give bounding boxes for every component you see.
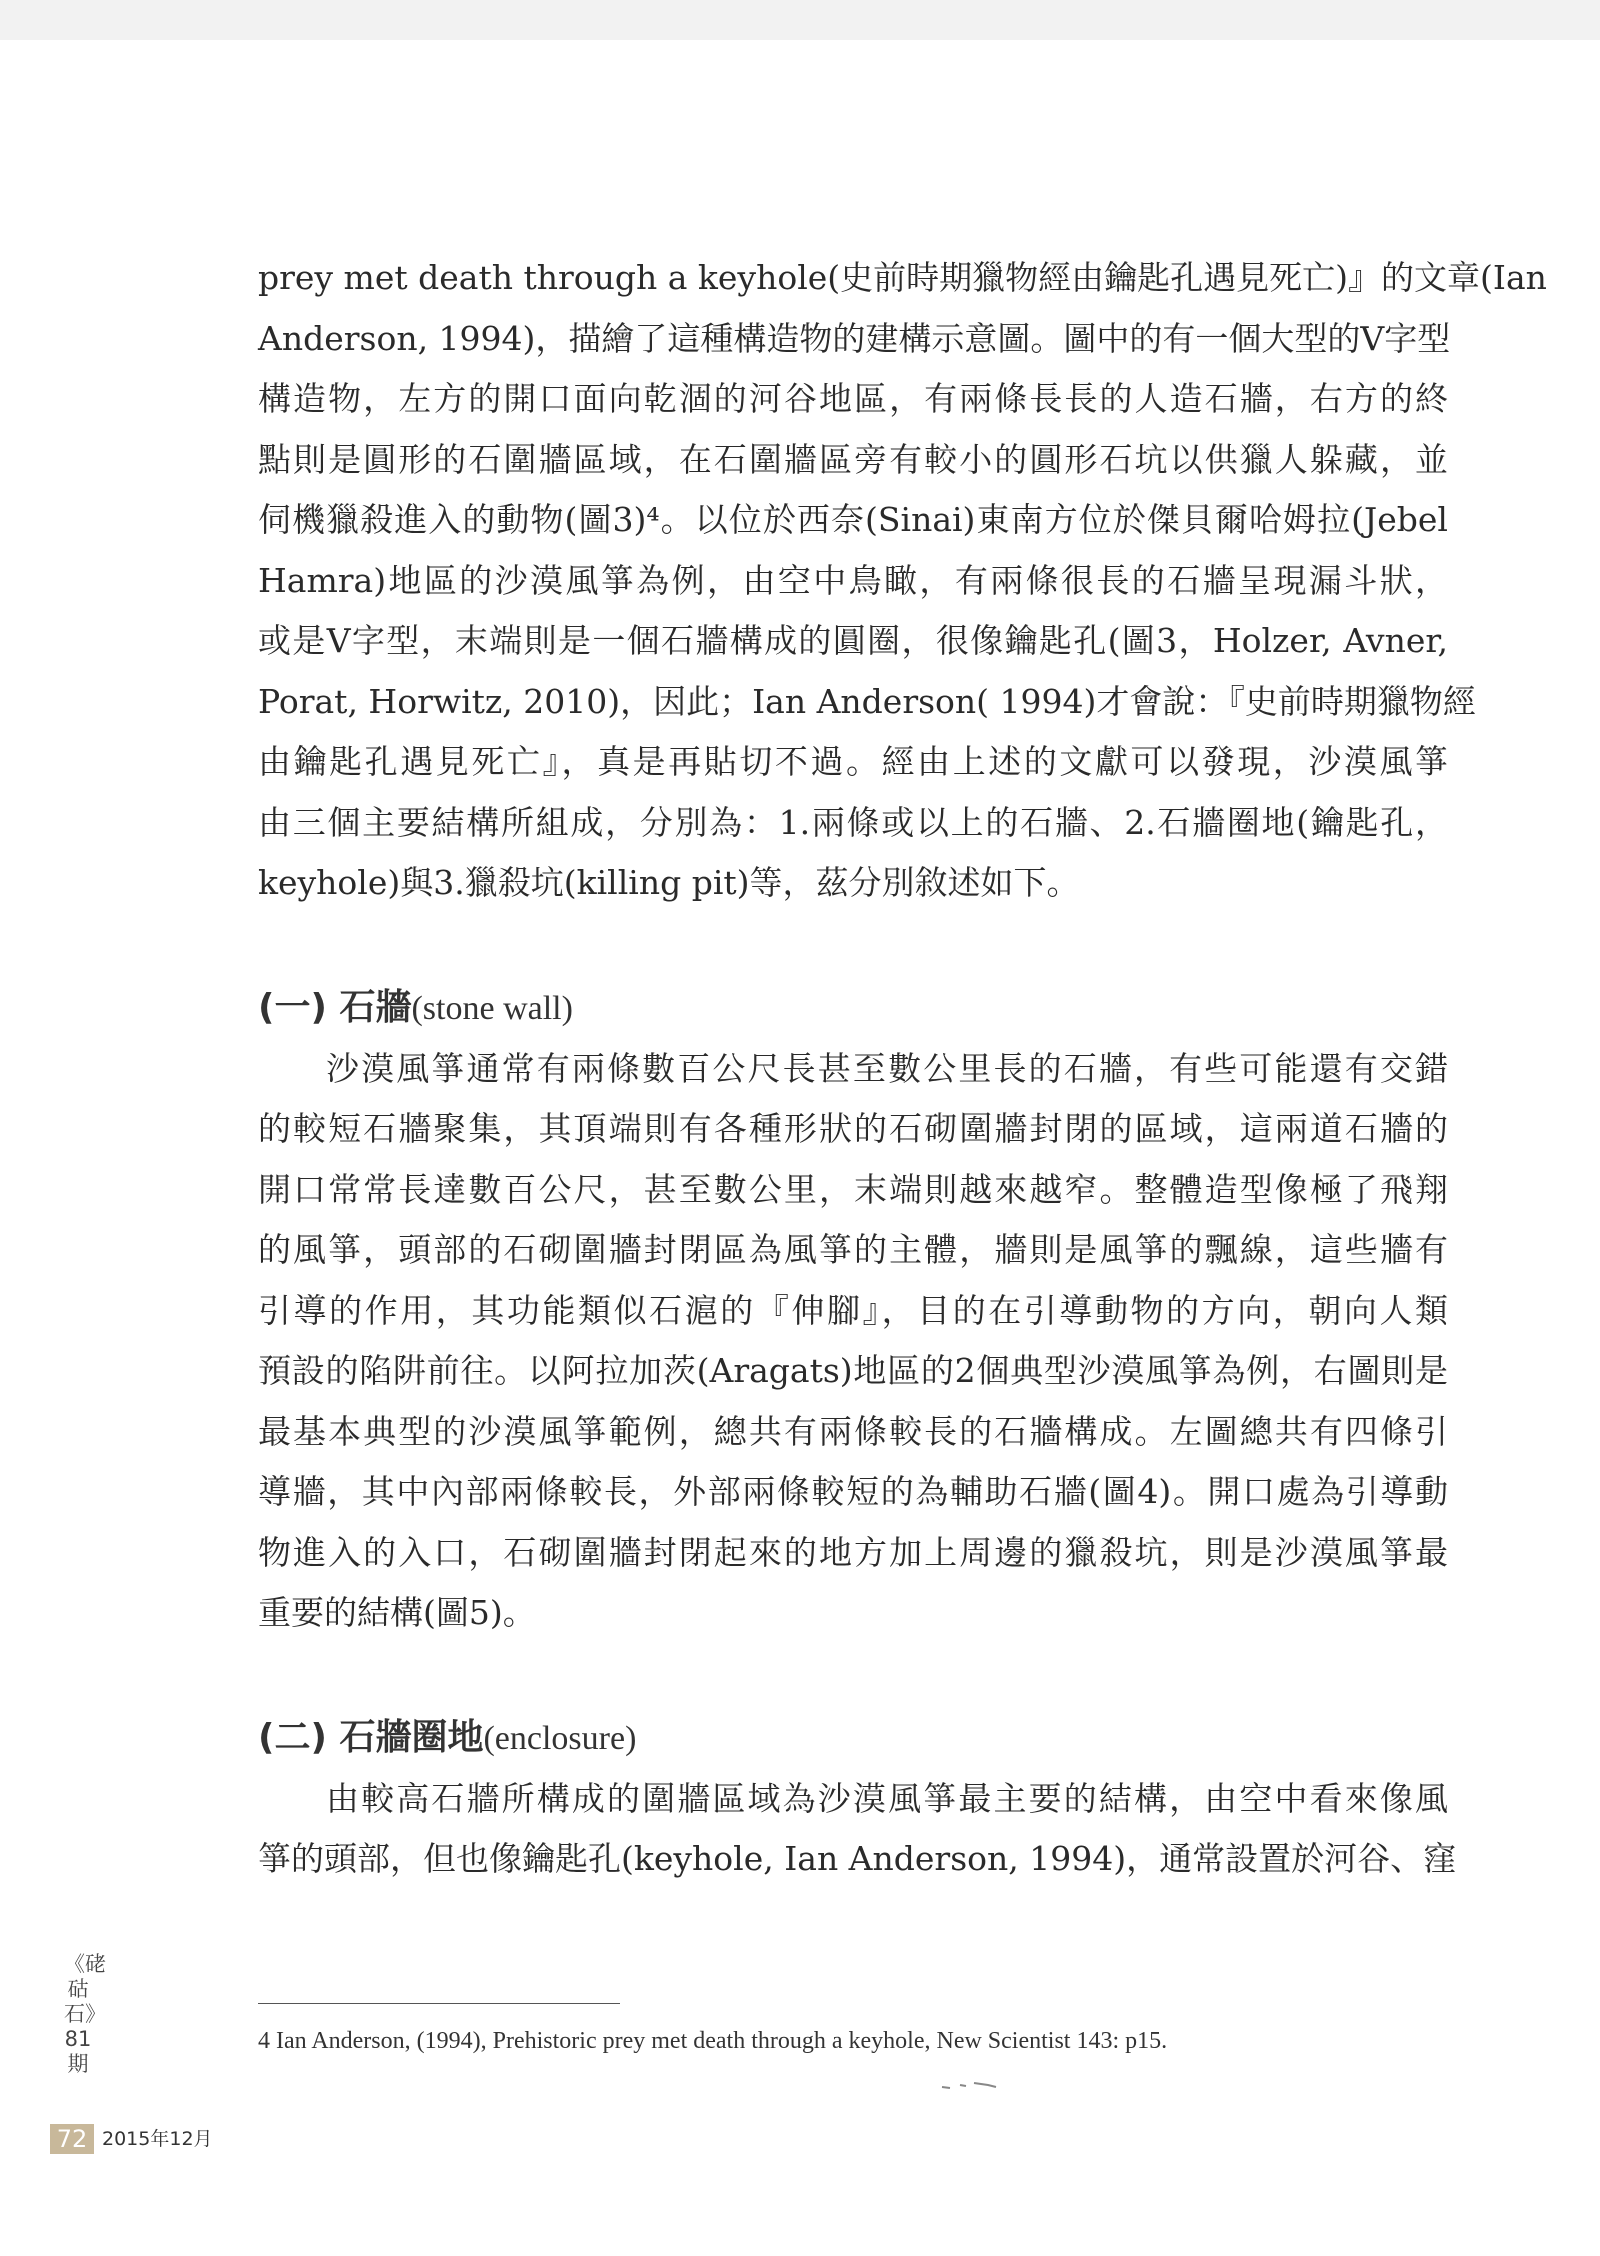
section-enclosure-paragraph [258,1769,1457,1890]
intro-paragraph [258,248,1547,914]
heading-number: (二) [258,1716,327,1758]
page-number: 72 [56,2125,88,2153]
issue-date: 2015年12月 [102,2128,213,2150]
text-line: 箏的頭部，但也像鑰匙孔(keyhole, Ian Anderson, 1994)，通常設置於河谷、窪 [258,1839,1457,1878]
section-stone-wall-paragraph [258,1039,1448,1644]
scan-smudge [940,2078,1000,2092]
text-line: 預設的陷阱前往。以阿拉加茨(Aragats)地區的2個典型沙漠風箏為例，右圖則是 [258,1351,1448,1390]
text-line: 開口常常長達數百公尺，甚至數公里，末端則越來越窄。整體造型像極了飛翔 [258,1169,1448,1209]
text-line: 物進入的入口，石砌圍牆封閉起來的地方加上周邊的獵殺坑，則是沙漠風箏最 [258,1532,1448,1572]
text-line: 由較高石牆所構成的圍牆區域為沙漠風箏最主要的結構，由空中看來像風 [326,1778,1448,1818]
footnote-divider [258,2003,620,2004]
text-line: Porat, Horwitz, 2010)，因此；Ian Anderson( 1994)才會說：『史前時期獵物經 [258,681,1476,721]
text-line: Hamra)地區的沙漠風箏為例，由空中鳥瞰，有兩條很長的石牆呈現漏斗狀， [258,560,1448,600]
text-line: 構造物，左方的開口面向乾涸的河谷地區，有兩條長長的人造石牆，右方的終 [258,379,1448,418]
text-line: 的風箏，頭部的石砌圍牆封閉區為風箏的主體，牆則是風箏的飄線，這些牆有 [258,1230,1448,1269]
scan-top-shade [0,0,1600,40]
text-line: 的較短石牆聚集，其頂端則有各種形狀的石砌圍牆封閉的區域，這兩道石牆的 [258,1109,1448,1148]
heading-title-zh: 石牆 [339,986,412,1028]
section-heading-enclosure [258,1708,1448,1769]
text-line: 沙漠風箏通常有兩條數百公尺長甚至數公里長的石牆，有些可能還有交錯 [326,1048,1448,1088]
text-line: keyhole)與3.獵殺坑(killing pit)等，茲分別敘述如下。 [258,863,1080,902]
text-line: 導牆，其中內部兩條較長，外部兩條較短的為輔助石牆(圖4)。開口處為引導動 [258,1472,1448,1511]
heading-title-zh: 石牆圈地 [339,1716,484,1758]
text-line: prey met death through a keyhole(史前時期獵物經由鑰匙孔遇見死亡)』的文章(Ian [258,258,1547,297]
footnote: 4 Ian Anderson, (1994), Prehistoric prey met death through a keyhole, New Scientist 143: p15. [258,2028,1168,2054]
text-line: 引導的作用，其功能類似石滬的『伸腳』，目的在引導動物的方向，朝向人類 [258,1290,1448,1330]
text-line: 由三個主要結構所組成，分別為：1.兩條或以上的石牆、2.石牆圈地(鑰匙孔， [258,802,1448,842]
heading-title-en: (stone wall) [411,989,573,1027]
heading-title-en: (enclosure) [483,1719,637,1757]
heading-number: (一) [258,986,327,1028]
text-line: 重要的結構(圖5)。 [258,1593,536,1632]
text-line: 點則是圓形的石圍牆區域，在石圍牆區旁有較小的圓形石坑以供獵人躲藏，並 [258,439,1448,479]
section-heading-stone-wall [258,978,1448,1039]
journal-title: 《硓𥑮石》81期 [64,1952,106,2076]
article-body [258,248,1547,1890]
text-line: Anderson, 1994)，描繪了這種構造物的建構示意圖。圖中的有一個大型的V字型 [258,318,1451,358]
text-line: 由鑰匙孔遇見死亡』，真是再貼切不過。經由上述的文獻可以發現，沙漠風箏 [258,742,1448,781]
text-line: 最基本典型的沙漠風箏範例，總共有兩條較長的石牆構成。左圖總共有四條引 [258,1411,1448,1451]
text-line: 伺機獵殺進入的動物(圖3)⁴。以位於西奈(Sinai)東南方位於傑貝爾哈姆拉(Jebel [258,500,1448,539]
text-line: 或是V字型，末端則是一個石牆構成的圓圈，很像鑰匙孔(圖3，Holzer, Avner, [258,621,1448,660]
